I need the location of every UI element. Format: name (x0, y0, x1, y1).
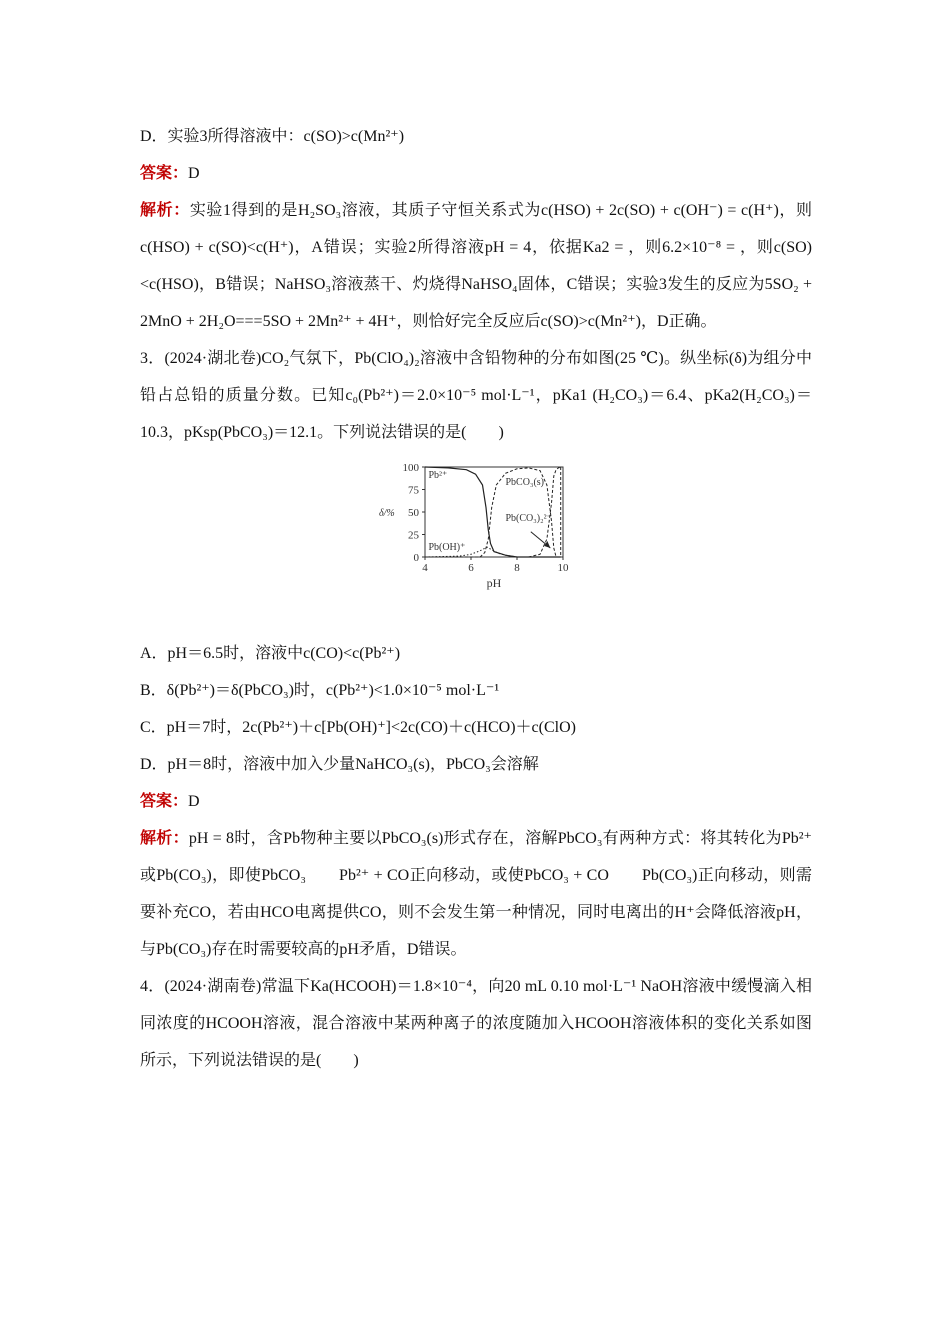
y-tick-label: 25 (408, 529, 419, 542)
y-tick-label: 100 (402, 462, 419, 474)
document-page (140, 118, 812, 1079)
series-annotation: Pb(OH)⁺ (428, 541, 466, 553)
answer-value: D (188, 793, 200, 810)
answer-label: 答案： (140, 793, 189, 810)
x-axis-label: pH (486, 576, 502, 590)
y-axis-label: δ/% (379, 508, 395, 519)
series-annotation: Pb²⁺ (428, 469, 448, 481)
q2-answer-line (140, 155, 812, 192)
analysis-label: 解析： (140, 830, 189, 847)
x-tick-label: 8 (514, 562, 520, 574)
chart-svg (375, 457, 575, 597)
analysis-text: pH = 8时，含Pb物种主要以PbCO₃(s)形式存在，溶解PbCO₃有两种方式：将其转化为Pb²⁺或Pb(CO₃)，即使PbCO₃ Pb²⁺ + CO正向移动，或使PbCO₃ + CO Pb(CO₃)正向移动，则需要补充CO，若由HCO电离提供CO，则不会发生第一种情况，同时电离出的H⁺会降低溶液pH，与Pb(CO₃)存在时需要较高的pH矛盾，D错误。 (140, 830, 812, 958)
y-tick-label: 50 (408, 507, 419, 519)
series-annotation: PbCO₃(s) (505, 477, 544, 488)
answer-value: D (188, 165, 200, 182)
analysis-text: 实验1得到的是H₂SO₃溶液，其质子守恒关系式为c(HSO) + 2c(SO) + c(OH⁻) = c(H⁺)，则c(HSO) + c(SO)<c(H⁺)，A错误；实验2所得溶液pH = 4，依据Ka2 = ，则6.2×10⁻⁸ = ，则c(SO)<c(HSO)，B错误；NaHSO₃溶液蒸干、灼烧得NaHSO₄固体，C错误；实验3发生的反应为5SO₂ + 2MnO + 2H₂O===5SO + 2Mn²⁺ + 4H⁺，则恰好完全反应后c(SO)>c(Mn²⁺)，D正确。 (140, 202, 812, 330)
q2-analysis (140, 192, 812, 340)
q4-stem: 4．(2024·湖南卷)常温下Ka(HCOOH)＝1.8×10⁻⁴，向20 mL 0.10 mol·L⁻¹ NaOH溶液中缓慢滴入相同浓度的HCOOH溶液，混合溶液中某两种离子的浓度随加入HCOOH溶液体积的变化关系如图所示，下列说法错误的是( ) (140, 978, 812, 1069)
q3-answer-line (140, 783, 812, 820)
distribution-chart (140, 457, 812, 607)
q3-option-c: C．pH＝7时，2c(Pb²⁺)＋c[Pb(OH)⁺]<2c(CO)＋c(HCO)＋c(ClO) (140, 719, 576, 736)
q3-analysis (140, 820, 812, 968)
analysis-label: 解析： (140, 202, 190, 219)
series-annotation: Pb(CO₃)₂²⁻ (505, 513, 552, 524)
q2-option-d: D．实验3所得溶液中：c(SO)>c(Mn²⁺) (140, 128, 405, 145)
y-tick-label: 0 (413, 552, 419, 564)
q3-option-a: A．pH＝6.5时，溶液中c(CO)<c(Pb²⁺) (140, 645, 401, 662)
q3-stem: 3．(2024·湖北卷)CO₂气氛下，Pb(ClO₄)₂溶液中含铅物种的分布如图(25 ℃)。纵坐标(δ)为组分中铅占总铅的质量分数。已知c₀(Pb²⁺)＝2.0×10⁻⁵ mol·L⁻¹，pKa1 (H₂CO₃)＝6.4、pKa2(H₂CO₃)＝10.3，pKsp(PbCO₃)＝12.1。下列说法错误的是( ) (140, 350, 812, 441)
y-tick-label: 75 (408, 484, 419, 497)
x-tick-label: 10 (557, 562, 569, 574)
q3-option-b: B．δ(Pb²⁺)＝δ(PbCO₃)时，c(Pb²⁺)<1.0×10⁻⁵ mol·L⁻¹ (140, 682, 500, 699)
x-tick-label: 4 (422, 562, 428, 574)
q3-option-d: D．pH＝8时，溶液中加入少量NaHCO₃(s)，PbCO₃会溶解 (140, 756, 539, 773)
x-tick-label: 6 (468, 562, 474, 574)
answer-label: 答案： (140, 165, 189, 182)
